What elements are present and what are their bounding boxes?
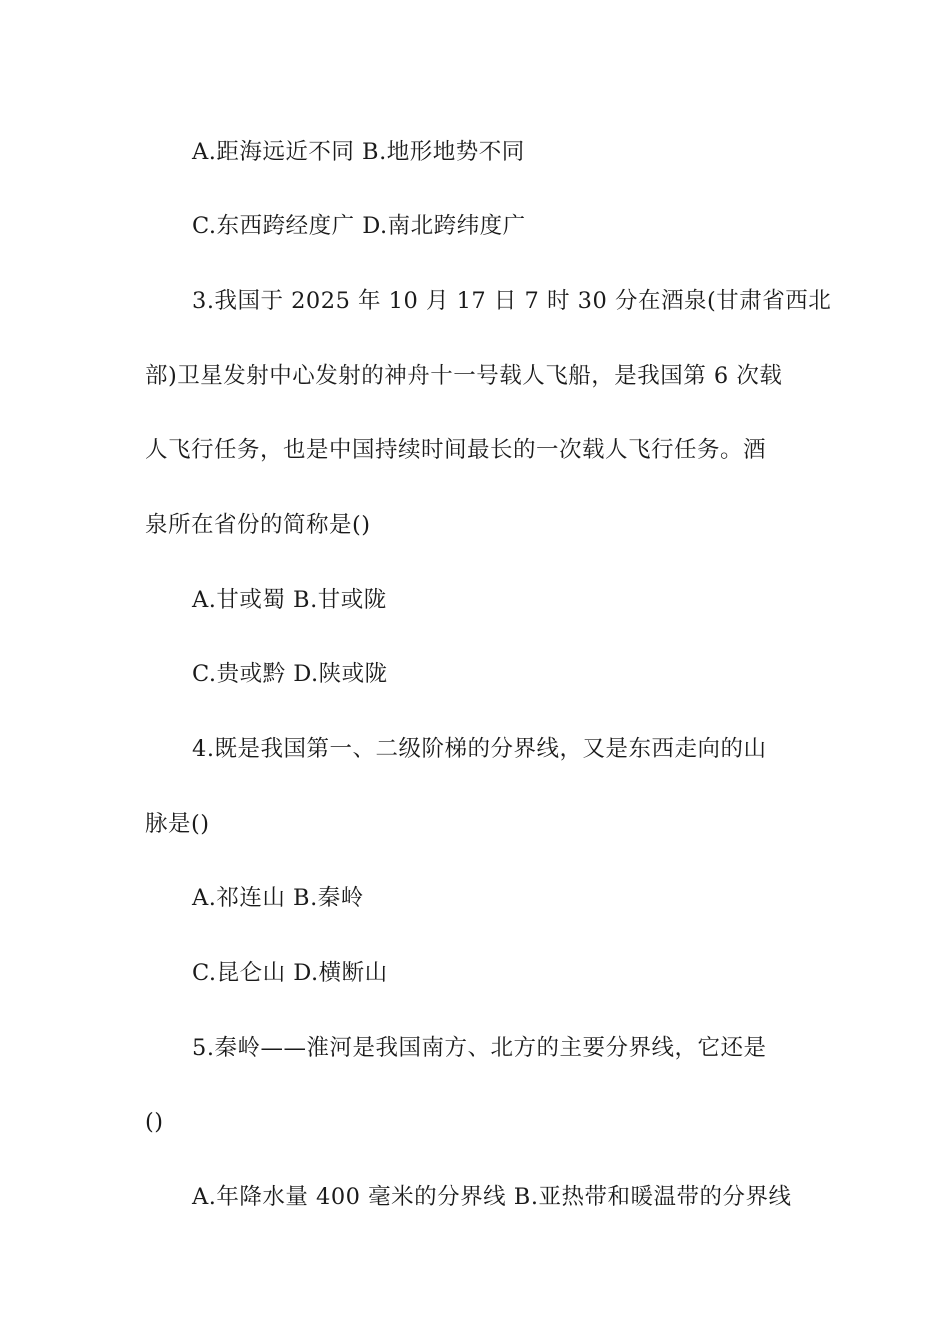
q3-stem-line-4: 泉所在省份的简称是() [145, 512, 371, 538]
q3-stem-line-2: 部)卫星发射中心发射的神舟十一号载人飞船，是我国第 6 次载 [145, 363, 783, 389]
q4-stem-line-1: 4.既是我国第一、二级阶梯的分界线，又是东西走向的山 [192, 736, 767, 762]
q4-options-ab: A.祁连山 B.秦岭 [192, 885, 364, 911]
q3-options-cd: C.贵或黔 D.陕或陇 [192, 661, 388, 687]
q2-options-cd: C.东西跨经度广 D.南北跨纬度广 [192, 213, 526, 239]
q4-stem-line-2: 脉是() [145, 811, 210, 837]
q3-options-ab: A.甘或蜀 B.甘或陇 [192, 587, 387, 613]
q4-options-cd: C.昆仑山 D.横断山 [192, 960, 388, 986]
q5-stem-line-2: () [145, 1109, 164, 1135]
q5-options-ab: A.年降水量 400 毫米的分界线 B.亚热带和暖温带的分界线 [192, 1184, 792, 1210]
q5-stem-line-1: 5.秦岭——淮河是我国南方、北方的主要分界线，它还是 [192, 1035, 767, 1061]
q2-options-ab: A.距海远近不同 B.地形地势不同 [192, 139, 525, 165]
q3-stem-line-3: 人飞行任务，也是中国持续时间最长的一次载人飞行任务。酒 [145, 437, 767, 463]
q3-stem-line-1: 3.我国于 2025 年 10 月 17 日 7 时 30 分在酒泉(甘肃省西北 [192, 288, 832, 314]
